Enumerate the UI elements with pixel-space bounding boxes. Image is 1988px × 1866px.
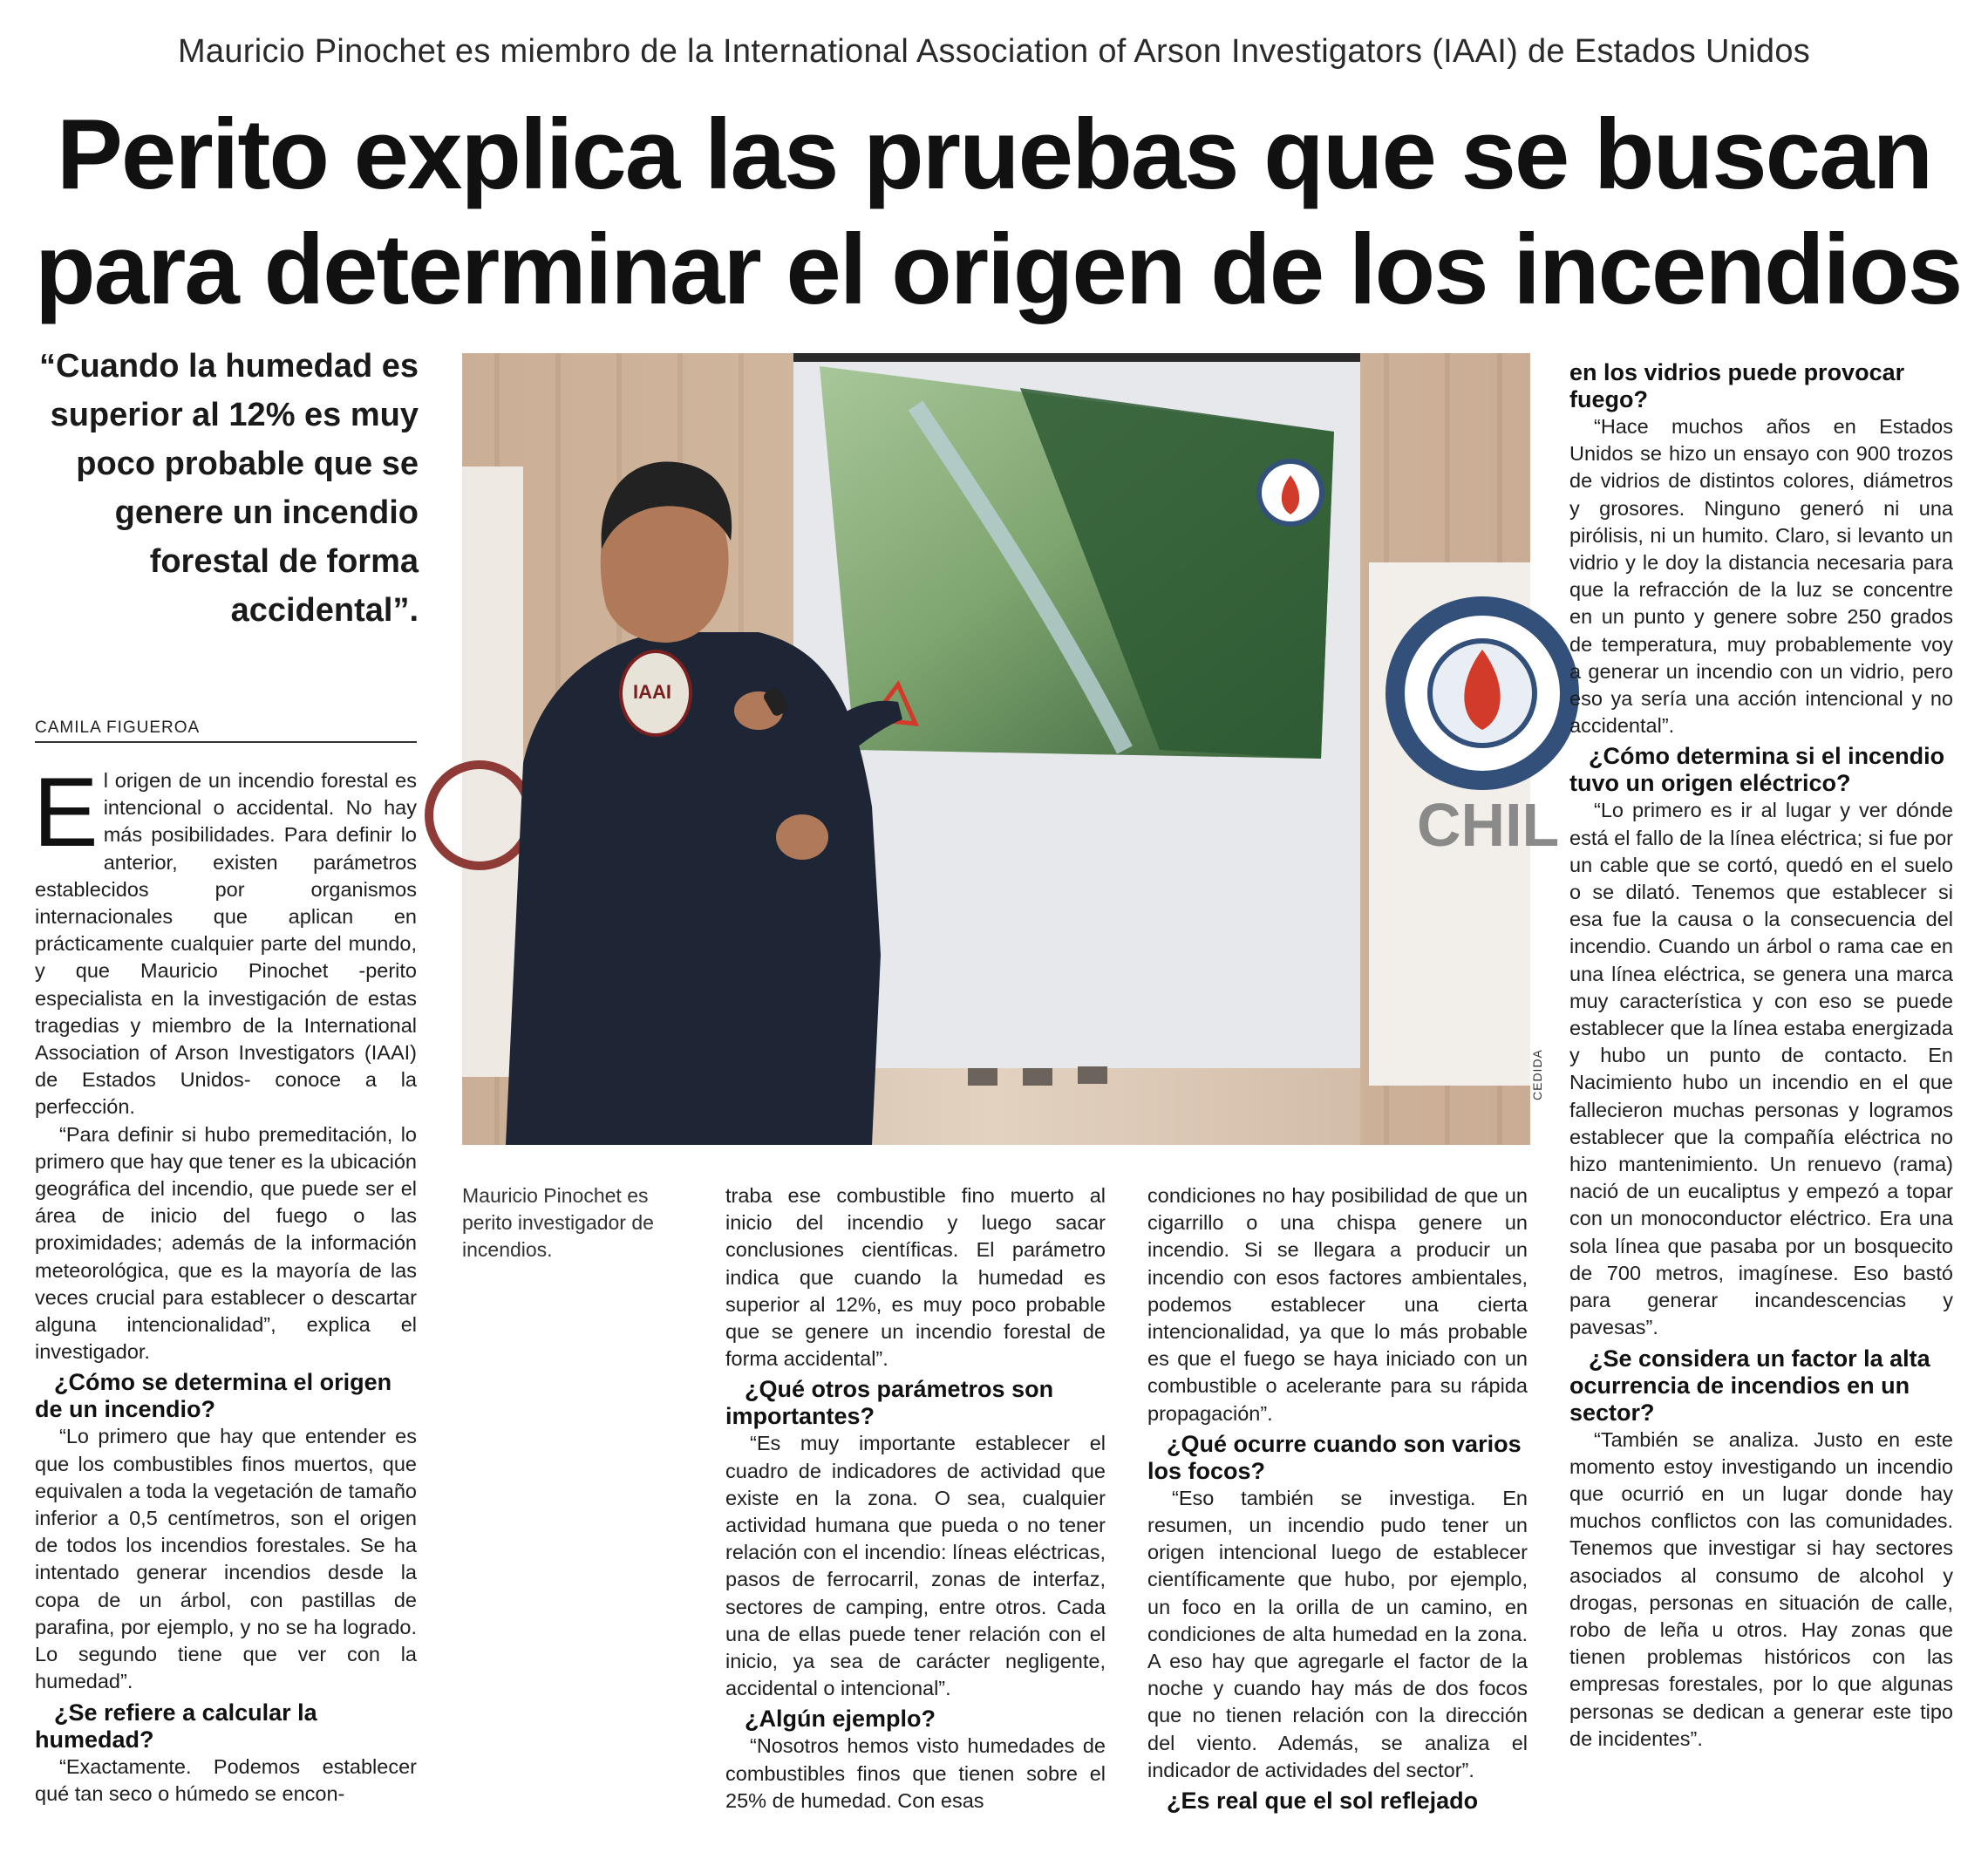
paragraph: “Hace muchos años en Estados Unidos se hizo un ensayo con 900 trozos de vidrios de distintos colores, diámetros y grosores. Ninguno generó ni una pirólisis, ni un humito. Claro, si levanto un vidrio y le doy la distancia necesaria para que la refracción de la luz se concentre en un punto y genere sobre 250 grados de temperatura, muy probablemente voy a generar un incendio con un vidrio, pero eso ya sería una acción intencional y no accidental”. <box>1569 415 1953 738</box>
paragraph: “Para definir si hubo premeditación, lo primero que hay que tener es la ubicación geográfica del incendio, que puede ser el área de inicio del fuego o las proximidades; además de la información meteorológica, que es la mayoría de las veces crucial para establecer o descartar alguna intencionalidad”, explica el investigador. <box>35 1122 417 1364</box>
banner-text: CHIL <box>1417 791 1560 859</box>
paragraph: “Nosotros hemos visto humedades de combustibles finos que tienen sobre el 25% de humedad. Con esas <box>725 1734 1106 1812</box>
article-column-4 <box>1569 359 1953 1753</box>
article-column-1 <box>33 758 417 1808</box>
photo-credit: CEDIDA <box>1530 1049 1544 1100</box>
paragraph: traba ese combustible fino muerto al inicio del incendio y luego sacar conclusiones científicas. El parámetro indica que cuando la humedad es superior al 12%, es muy poco probable que se genere un incendio forestal de forma accidental”. <box>725 1184 1106 1371</box>
paragraph: “Es muy importante establecer el cuadro de indicadores de actividad que existe en la zona. O sea, cualquier actividad humana que pueda o no tener relación con el incendio: líneas eléctricas, pasos de ferrocarril, zonas de interfaz, sectores de camping, entre otros. Cada una de ellas puede tener relación con el inicio, ya sea de carácter negligente, accidental o intencional”. <box>725 1432 1106 1700</box>
paragraph: “Eso también se investiga. En resumen, un incendio pudo tener un origen intencional luego de establecer científicamente que hubo, por ejemplo, un foco en la orilla de un camino, en condiciones de alta humedad en la zona. A eso hay que agregarle el factor de la noche y cuando hay más de dos focos que no tienen relación con la dirección del viento. Además, se analiza el indicador de actividades del sector”. <box>1147 1486 1528 1781</box>
paragraph: “Exactamente. Podemos establecer qué tan seco o húmedo se encon- <box>35 1754 417 1805</box>
drop-cap: E <box>33 758 99 867</box>
patch-text: IAAI <box>633 681 671 703</box>
interview-question: ¿Qué ocurre cuando son varios los focos? <box>1147 1430 1522 1484</box>
article-column-3 <box>1147 1182 1528 1815</box>
interview-question: ¿Qué otros parámetros son importantes? <box>725 1376 1054 1430</box>
interview-question: ¿Se refiere a calcular la humedad? <box>35 1699 317 1753</box>
byline: CAMILA FIGUEROA <box>35 718 417 743</box>
interview-question: ¿Cómo se determina el origen de un incendio? <box>35 1369 392 1423</box>
interview-question: ¿Se considera un factor la alta ocurrencia de incendios en un sector? <box>1569 1345 1930 1426</box>
wall-outlets <box>968 1066 1107 1086</box>
kicker: Mauricio Pinochet es miembro de la International Association of Arson Investigators (IAAI) de Estados Unidos <box>177 33 1811 70</box>
interview-question: ¿Algún ejemplo? <box>745 1706 936 1733</box>
photo-caption: Mauricio Pinochet es perito investigador de incendios. <box>462 1184 654 1261</box>
headline <box>35 98 1962 328</box>
paragraph: condiciones no hay posibilidad de que un cigarrillo o una chispa genere un incendio. Si se llegara a producir un incendio con esos factores ambientales, podemos establecer una cierta intencionalidad, ya que lo más probable es que el fuego se haya iniciado con un combustible o acelerante para su rápida propagación”. <box>1147 1184 1528 1425</box>
article-column-2 <box>725 1182 1106 1815</box>
interview-question: ¿Es real que el sol reflejado <box>1167 1788 1479 1815</box>
interview-question: en los vidrios puede provocar fuego? <box>1569 359 1905 412</box>
headline-line-1: Perito explica las pruebas que se buscan <box>56 99 1932 210</box>
paragraph: l origen de un incendio forestal es intencional o accidental. No hay más posibilidades. Para definir lo anterior, existen parámetros establecidos por organismos internacionales que aplican en prácticamente cualquier parte del mundo, y que Mauricio Pinochet -perito especialista en la investigación de estas tragedias y miembro de la International Association of Arson Investigators (IAAI) de Estados Unidos- conoce a la perfección. <box>35 769 417 1119</box>
paragraph: “Lo primero que hay que entender es que los combustibles finos muertos, que equivalen a toda la vegetación de tamaño inferior a 0,5 centímetros, son el origen de todos los incendios forestales. Se ha intentado generar incendios desde la copa de un árbol, con pastillas de parafina, por ejemplo, y no se ha logrado. Lo segundo tiene que ver con la humedad”. <box>35 1425 417 1693</box>
paragraph: “Lo primero es ir al lugar y ver dónde está el fallo de la línea eléctrica; si fue por un cable que se cortó, quedó en el suelo o se dilató. Tenemos que establecer si esa fue la causa o la consecuencia del incendio. Cuando un árbol o rama cae en una línea eléctrica, se genera una marca muy característica y con eso se puede establecer que la línea estaba energizada y hubo un punto de contacto. En Nacimiento hubo un incendio en el que fallecieron muchas personas y logramos establecer que la compañía eléctrica no hizo mantenimiento. Un renuevo (rama) nació de un eucaliptus y empezó a topar con un monoconductor eléctrico. Era una sola línea que pasaba por un bosquecito de 700 metros, imagínese. Eso bastó para generar incandescencias y pavesas”. <box>1569 799 1953 1339</box>
headline-line-2: para determinar el origen de los incendios <box>35 215 1962 325</box>
pull-quote: “Cuando la humedad es superior al 12% es muy poco probable que se genere un incendio forestal de forma accidental”. <box>39 348 419 629</box>
paragraph: “También se analiza. Justo en este momento estoy investigando un incendio que ocurrió en un lugar donde hay muchos conflictos con las comunidades. Tenemos que investigar si hay sectores asociados al consumo de alcohol y drogas, personas en situación de calle, robo de leña u otros. Hay zonas que tienen problemas históricos con las empresas forestales, por lo que algunas personas se dedican a generar este tipo de incidentes”. <box>1569 1427 1953 1750</box>
interview-question: ¿Cómo determina si el incendio tuvo un origen eléctrico? <box>1569 743 1945 797</box>
